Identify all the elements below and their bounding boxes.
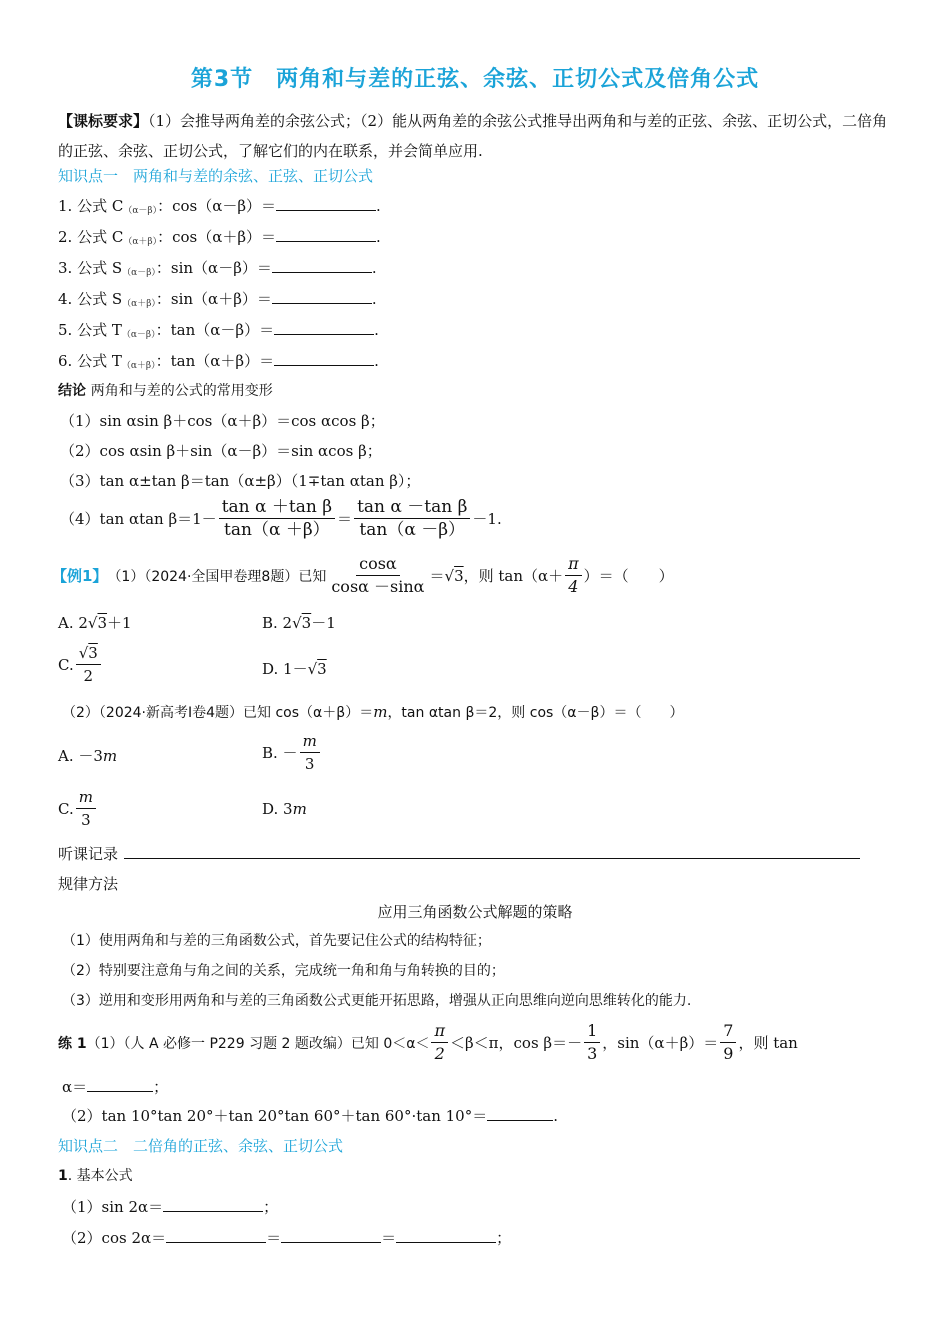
option-c[interactable]: C. $\frac{m}{3}$: [58, 786, 98, 831]
notes-line[interactable]: [124, 858, 860, 859]
method-label: 规律方法: [58, 875, 119, 893]
fraction: $\frac{\text{tan α ＋tan β}}{\tan(\alpha +\beta)}$: [219, 496, 335, 541]
curriculum-requirement: [58, 106, 888, 166]
strategy-item-3: （3）逆用和变形用两角和与差的三角函数公式更能开拓思路，增强从正向思维向逆向思维转化的能力.: [62, 993, 692, 1009]
page-title: 第3节 两角和与差的正弦、余弦、正切公式及倍角公式: [190, 67, 760, 92]
example1-q1: 【例1】 （1）（2024·全国甲卷理8题）已知 $\frac{\cos\alpha}{\cos\alpha -\sin\alpha}$ ＝ √3 ，则 tan（α＋ $\frac{\pi}{4}$ ）＝（ ）: [52, 554, 674, 596]
fraction: $\frac{\text{tan α －tan β}}{\tan(\alpha -\beta)}$: [354, 496, 470, 541]
section1-heading: 知识点一 两角和与差的余弦、正弦、正切公式: [58, 167, 374, 185]
strategy-item-1: （1）使用两角和与差的三角函数公式，首先要记住公式的结构特征；: [62, 933, 491, 949]
answer-blank[interactable]: [166, 1228, 266, 1243]
answer-blank[interactable]: [276, 227, 376, 242]
answer-blank[interactable]: [281, 1228, 381, 1243]
option-a[interactable]: A. －3m: [58, 747, 118, 765]
fraction: $\frac{\cos\alpha}{\cos\alpha -\sin\alpha}$: [331, 554, 425, 596]
practice1-q1-answer: α＝ ；: [62, 1078, 169, 1096]
conclusion-1: （1）sin αsin β＋cos（α＋β）＝cos αcos β；: [60, 412, 385, 430]
conclusion-2: （2）cos αsin β＋sin（α－β）＝sin αcos β；: [60, 442, 382, 460]
practice1-q2: （2）tan 10°tan 20°＋tan 20°tan 60°＋tan 60°·tan 10°＝ .: [62, 1107, 559, 1125]
conclusion-3: （3）tan α±tan β＝tan（α±β）（1∓tan αtan β）；: [60, 472, 421, 490]
option-d[interactable]: D. 1－√3: [262, 660, 327, 678]
answer-blank[interactable]: [87, 1077, 153, 1092]
formula-item-3: 3. 公式 $S_{(\alpha-\beta)}$：sin（α－β）＝ .: [58, 259, 377, 278]
fraction: $\frac{m}{3}$: [76, 786, 96, 831]
fraction: $\frac{√3}{2}$: [76, 642, 101, 687]
answer-blank[interactable]: [163, 1197, 263, 1212]
sqrt: √3: [444, 566, 464, 585]
notes-label: 听课记录: [58, 845, 119, 863]
answer-blank[interactable]: [487, 1106, 553, 1121]
answer-blank[interactable]: [272, 289, 372, 304]
requirement-label: 【课标要求】: [58, 112, 149, 130]
basic-formulas-heading: 1. 基本公式: [58, 1168, 133, 1184]
conclusion-4: （4）tan αtan β＝1－ $\frac{\text{tan α ＋tan β}}{\tan(\alpha +\beta)}$ ＝ $\frac{\text{tan α －tan β}}{\tan(\alpha -\beta)}$ －1.: [60, 497, 502, 540]
answer-blank[interactable]: [274, 351, 374, 366]
formula-item-4: 4. 公式 $S_{(\alpha+\beta)}$：sin（α＋β）＝ .: [58, 290, 377, 309]
option-a[interactable]: A. 2√3＋1: [58, 614, 132, 632]
option-d[interactable]: D. 3m: [262, 800, 307, 818]
strategy-title: 应用三角函数公式解题的策略: [377, 903, 573, 921]
formula-item-1: 1. 公式 $C_{(\alpha-\beta)}$：cos（α－β）＝ .: [58, 197, 381, 216]
requirement-text: （1）会推导两角差的余弦公式；（2）能从两角差的余弦公式推导出两角和与差的正弦、余弦、正切公式，二倍角的正弦、余弦、正切公式，了解它们的内在联系，并会简单应用.: [58, 112, 888, 160]
example1-q2: （2）（2024·新高考Ⅰ卷4题）已知 cos（α＋β）＝m，tan αtan β＝2，则 cos（α－β）＝（ ）: [62, 703, 684, 721]
fraction: $\frac{7}{9}$: [720, 1020, 736, 1065]
conclusion-heading: 结论 两角和与差的公式的常用变形: [58, 383, 273, 399]
double-angle-cos: （2）cos 2α＝ ＝ ＝ ；: [62, 1229, 512, 1247]
option-c[interactable]: C. $\frac{√3}{2}$: [58, 642, 103, 687]
fraction: $\frac{m}{3}$: [300, 730, 320, 775]
answer-blank[interactable]: [396, 1228, 496, 1243]
answer-blank[interactable]: [276, 196, 376, 211]
example-label: 【例1】: [52, 567, 108, 585]
answer-blank[interactable]: [274, 320, 374, 335]
strategy-item-2: （2）特别要注意角与角之间的关系，完成统一角和角与角转换的目的；: [62, 963, 505, 979]
fraction: $\frac{\pi}{4}$: [565, 553, 582, 598]
option-b[interactable]: B. 2√3－1: [262, 614, 336, 632]
option-b[interactable]: B. － $\frac{m}{3}$: [262, 730, 322, 775]
fraction: $\frac{1}{3}$: [584, 1020, 600, 1065]
practice1-q1: 练 1 （1）（人 A 必修一 P229 习题 2 题改编）已知 0＜α＜ $\frac{\pi}{2}$ ＜β＜π，cos β＝－ $\frac{1}{3}$ ，sin（α＋β）＝ $\frac{7}{9}$ ，则 tan: [58, 1021, 798, 1063]
double-angle-sin: （1）sin 2α＝ ；: [62, 1198, 279, 1216]
formula-item-5: 5. 公式 $T_{(\alpha-\beta)}$：tan（α－β）＝ .: [58, 321, 379, 340]
fraction: $\frac{\pi}{2}$: [431, 1020, 448, 1065]
answer-blank[interactable]: [272, 258, 372, 273]
formula-item-6: 6. 公式 $T_{(\alpha+\beta)}$：tan（α＋β）＝ .: [58, 352, 379, 371]
section2-heading: 知识点二 二倍角的正弦、余弦、正切公式: [58, 1137, 344, 1155]
formula-item-2: 2. 公式 $C_{(\alpha+\beta)}$：cos（α＋β）＝ .: [58, 228, 381, 247]
